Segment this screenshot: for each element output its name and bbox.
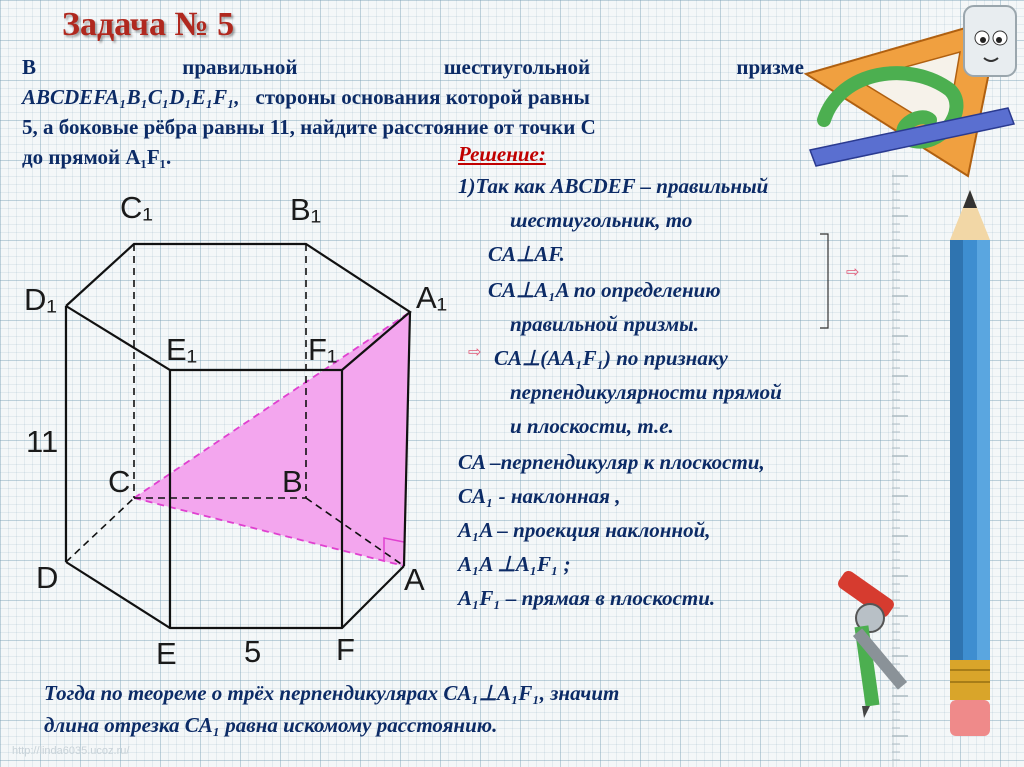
solution-line: A₁A – проекция наклонной, [458, 518, 711, 542]
problem-line-3: 5, а боковые рёбра равны 11, найдите расстояние от точки C [22, 115, 596, 139]
vertex-label: A [404, 562, 425, 597]
vertex-label: F₁ [308, 332, 338, 367]
solution-line: и плоскости, т.е. [510, 414, 674, 438]
prism-name: ABCDEFA₁B₁C₁D₁E₁F₁, [22, 85, 240, 109]
vertex-label: A₁ [416, 280, 448, 315]
bottom-visible [66, 562, 404, 628]
solution-line: правильной призмы. [510, 312, 699, 336]
footer-url: http://linda6035.ucoz.ru/ [12, 745, 130, 757]
vertex-label: E [156, 636, 177, 671]
solution-line: CA⊥AF. [488, 242, 565, 266]
solution-line: CA⊥A₁A по определению [488, 278, 721, 302]
pencil-icon [940, 190, 1000, 750]
conclusion-line-2: длина отрезка CA₁ равна искомому расстоянию. [44, 713, 498, 737]
arrow-icon: ⇨ [468, 342, 482, 361]
solution-heading: Решение: [458, 142, 546, 166]
edge-dc [66, 498, 134, 562]
solution-line: шестиугольник, то [510, 208, 693, 232]
solution-line: CA –перпендикуляр к плоскости, [458, 450, 765, 474]
vertex-label: D₁ [24, 282, 57, 317]
solution-line: A₁F₁ – прямая в плоскости. [458, 586, 716, 610]
vertex-label: B₁ [290, 192, 322, 227]
side-length-label: 5 [244, 634, 262, 669]
solution-line: CA₁ - наклонная , [458, 484, 621, 508]
vertex-label: D [36, 560, 59, 595]
vertex-label: C [108, 464, 131, 499]
edge-length-label: 11 [26, 424, 59, 459]
vertex-label: B [282, 464, 303, 499]
problem-line-2-rest: стороны основания которой равны [255, 85, 590, 109]
stationery-decoration [800, 0, 1024, 180]
vertex-label: F [336, 632, 355, 667]
vertex-label: C₁ [120, 190, 153, 225]
eraser-icon [964, 6, 1016, 76]
solution-line: перпендикулярности прямой [510, 380, 782, 404]
arrow-icon: ⇨ [846, 262, 860, 281]
problem-line-4: до прямой A₁F₁. [22, 145, 172, 169]
page-title: Задача № 5 [62, 6, 235, 43]
problem-line-1: В правильной шестиугольной призме [22, 55, 804, 79]
vertex-label: E₁ [166, 332, 198, 367]
solution-line: A₁A ⊥A₁F₁ ; [458, 552, 571, 576]
conclusion [44, 677, 864, 741]
solution-line: 1)Так как ABCDEF – правильный [458, 174, 769, 198]
solution-line: CA⊥(AA₁F₁) по признаку [494, 346, 728, 370]
conclusion-line-1: Тогда по теореме о трёх перпендикулярах CA₁⊥A₁F₁, значит [44, 681, 620, 705]
